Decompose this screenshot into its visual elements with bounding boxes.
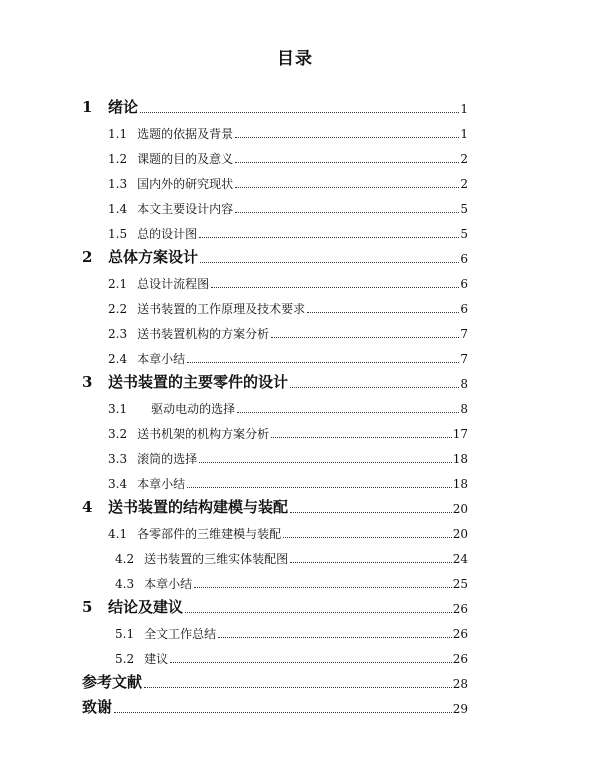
toc-entry-label: 总体方案设计 [108, 248, 199, 266]
dot-leader [185, 611, 452, 613]
toc-entry-text [108, 425, 269, 442]
toc-entry-number: 1.2 [108, 152, 128, 166]
toc-entry-text [108, 350, 185, 367]
dot-leader [235, 161, 459, 163]
toc-entry-number: 1.5 [108, 227, 128, 241]
toc-entry-label: 驱动电动的选择 [151, 402, 236, 416]
toc-entry[interactable] [82, 247, 468, 267]
toc-entry-label: 国内外的研究现状 [137, 177, 234, 191]
dot-leader [235, 186, 459, 188]
dot-leader [199, 236, 459, 238]
toc-entry-text [82, 596, 183, 617]
toc-entry[interactable] [115, 622, 468, 642]
toc-entry-number: 5.2 [115, 652, 135, 666]
toc-entry-text [82, 696, 112, 717]
toc-page-number: 17 [452, 427, 468, 441]
dot-leader [283, 536, 452, 538]
toc-entry-text [115, 650, 168, 667]
toc-page-number: 20 [452, 502, 468, 516]
toc-entry-number: 4.1 [108, 527, 128, 541]
toc-entry[interactable] [108, 272, 468, 292]
toc-entry-number: 2 [82, 248, 93, 266]
toc-page-number: 20 [452, 527, 468, 541]
toc-entry-text [108, 125, 233, 142]
toc-entry-number: 4.2 [115, 552, 135, 566]
toc-entry[interactable] [82, 97, 468, 117]
toc-entry[interactable] [82, 672, 468, 692]
dot-leader [271, 336, 459, 338]
toc-entry-text [115, 550, 288, 567]
dot-leader [144, 686, 452, 688]
toc-entry[interactable] [108, 297, 468, 317]
toc-entry[interactable] [108, 347, 468, 367]
dot-leader [211, 286, 459, 288]
toc-entry[interactable] [82, 597, 468, 617]
dot-leader [199, 461, 452, 463]
toc-entry[interactable] [115, 647, 468, 667]
toc-entry-label: 送书机架的机构方案分析 [137, 427, 270, 441]
toc-entry-text [108, 200, 233, 217]
toc-entry-label: 建议 [144, 652, 169, 666]
toc-entry[interactable] [108, 122, 468, 142]
toc-entry[interactable] [108, 397, 468, 417]
toc-entry-label: 参考文献 [82, 673, 143, 691]
dot-leader [290, 511, 452, 513]
toc-entry-number: 3.1 [108, 402, 128, 416]
toc-entry-number: 2.4 [108, 352, 128, 366]
toc-entry-label: 送书装置机构的方案分析 [137, 327, 270, 341]
toc-entry[interactable] [115, 547, 468, 567]
toc-entry-label: 各零部件的三维建模与装配 [137, 527, 282, 541]
toc-page-number: 26 [452, 652, 468, 666]
toc-entry[interactable] [115, 572, 468, 592]
page-title: 目录 [277, 49, 313, 69]
dot-leader [271, 436, 452, 438]
toc-entry-label: 结论及建议 [108, 598, 184, 616]
toc-entry[interactable] [108, 447, 468, 467]
toc-page-number: 6 [460, 277, 468, 291]
toc-page-number: 1 [460, 127, 468, 141]
toc-entry-number: 3.4 [108, 477, 128, 491]
toc-entry-text [115, 625, 216, 642]
toc-entry-number: 4.3 [115, 577, 135, 591]
toc-entry-text [82, 96, 138, 117]
dot-leader [200, 261, 459, 263]
toc-page-number: 6 [460, 302, 468, 316]
toc-entry-number: 1.3 [108, 177, 128, 191]
toc-entry-text [108, 150, 233, 167]
toc-entry[interactable] [108, 422, 468, 442]
toc-entry[interactable] [108, 322, 468, 342]
toc-entry-label: 绪论 [108, 98, 139, 116]
toc-page-number: 29 [452, 702, 468, 716]
toc-entry-label: 总设计流程图 [137, 277, 210, 291]
toc-entry-number: 2.3 [108, 327, 128, 341]
toc-page-number: 8 [460, 402, 468, 416]
toc-entry[interactable] [108, 222, 468, 242]
dot-leader [235, 211, 459, 213]
toc-entry-number: 1.1 [108, 127, 128, 141]
toc-entry-number: 3.3 [108, 452, 128, 466]
toc-entry-text [82, 371, 288, 392]
dot-leader [235, 136, 459, 138]
toc-page-number: 5 [460, 227, 468, 241]
dot-leader [290, 386, 459, 388]
toc-entry-number: 3 [82, 373, 93, 391]
toc-entry-label: 致谢 [82, 698, 113, 716]
toc-entry-number: 4 [82, 498, 93, 516]
toc-entry-text [108, 475, 185, 492]
toc-entry-number: 2.2 [108, 302, 128, 316]
toc-entry-text [82, 246, 198, 267]
toc-page-number: 7 [460, 352, 468, 366]
toc-entry-text [82, 496, 288, 517]
toc-entry-text [108, 300, 305, 317]
toc-page-number: 2 [460, 152, 468, 166]
dot-leader [187, 486, 452, 488]
toc-entry-number: 1 [82, 98, 93, 116]
dot-leader [290, 561, 452, 563]
toc-entry[interactable] [108, 197, 468, 217]
toc-entry-label: 送书装置的结构建模与装配 [108, 498, 289, 516]
toc-entry-label: 总的设计图 [137, 227, 198, 241]
toc-entry[interactable] [82, 697, 468, 717]
toc-entry-text [82, 671, 142, 692]
toc-entry-label: 本文主要设计内容 [137, 202, 234, 216]
dot-leader [218, 636, 452, 638]
toc-entry[interactable] [108, 522, 468, 542]
toc-entry-label: 本章小结 [144, 577, 193, 591]
toc-entry-number: 5.1 [115, 627, 135, 641]
toc-entry[interactable] [82, 497, 468, 517]
toc-entry[interactable] [108, 472, 468, 492]
toc-entry-text [108, 450, 197, 467]
toc-entry-text [108, 325, 269, 342]
toc-entry-text [108, 225, 197, 242]
dot-leader [307, 311, 459, 313]
toc-entry-number: 3.2 [108, 427, 128, 441]
toc-page-number: 18 [452, 477, 468, 491]
toc-page-number: 8 [460, 377, 468, 391]
toc-page-number: 2 [460, 177, 468, 191]
toc-entry-text [108, 275, 209, 292]
toc-page-number: 25 [452, 577, 468, 591]
toc-entry-number: 2.1 [108, 277, 128, 291]
toc-entry-number: 1.4 [108, 202, 128, 216]
toc-entry[interactable] [108, 147, 468, 167]
toc-page-number: 24 [452, 552, 468, 566]
toc-page-number: 7 [460, 327, 468, 341]
dot-leader [140, 111, 459, 113]
toc-entry-label: 全文工作总结 [144, 627, 217, 641]
toc-entry-text [108, 175, 233, 192]
dot-leader [194, 586, 452, 588]
dot-leader [237, 411, 459, 413]
toc-entry-label: 本章小结 [137, 352, 186, 366]
dot-leader [170, 661, 452, 663]
toc-entry-label: 课题的目的及意义 [137, 152, 234, 166]
toc-page-number: 1 [460, 102, 468, 116]
toc-entry-label: 送书装置的主要零件的设计 [108, 373, 289, 391]
toc-page-number: 26 [452, 602, 468, 616]
toc-entry-label: 送书装置的工作原理及技术要求 [137, 302, 306, 316]
toc-entry-number: 5 [82, 598, 93, 616]
toc-entry-label: 送书装置的三维实体装配图 [144, 552, 289, 566]
toc-page-number: 18 [452, 452, 468, 466]
dot-leader [114, 711, 452, 713]
toc-entry[interactable] [108, 172, 468, 192]
toc-entry-label: 滚筒的选择 [137, 452, 198, 466]
toc-entry-text [115, 575, 192, 592]
toc-page-number: 26 [452, 627, 468, 641]
toc-entry-text [108, 400, 235, 417]
toc-page-number: 6 [460, 252, 468, 266]
dot-leader [187, 361, 459, 363]
toc-entry-text [108, 525, 281, 542]
toc-entry[interactable] [82, 372, 468, 392]
toc-page-number: 5 [460, 202, 468, 216]
toc-entry-label: 选题的依据及背景 [137, 127, 234, 141]
toc-page-number: 28 [452, 677, 468, 691]
toc-entry-label: 本章小结 [137, 477, 186, 491]
